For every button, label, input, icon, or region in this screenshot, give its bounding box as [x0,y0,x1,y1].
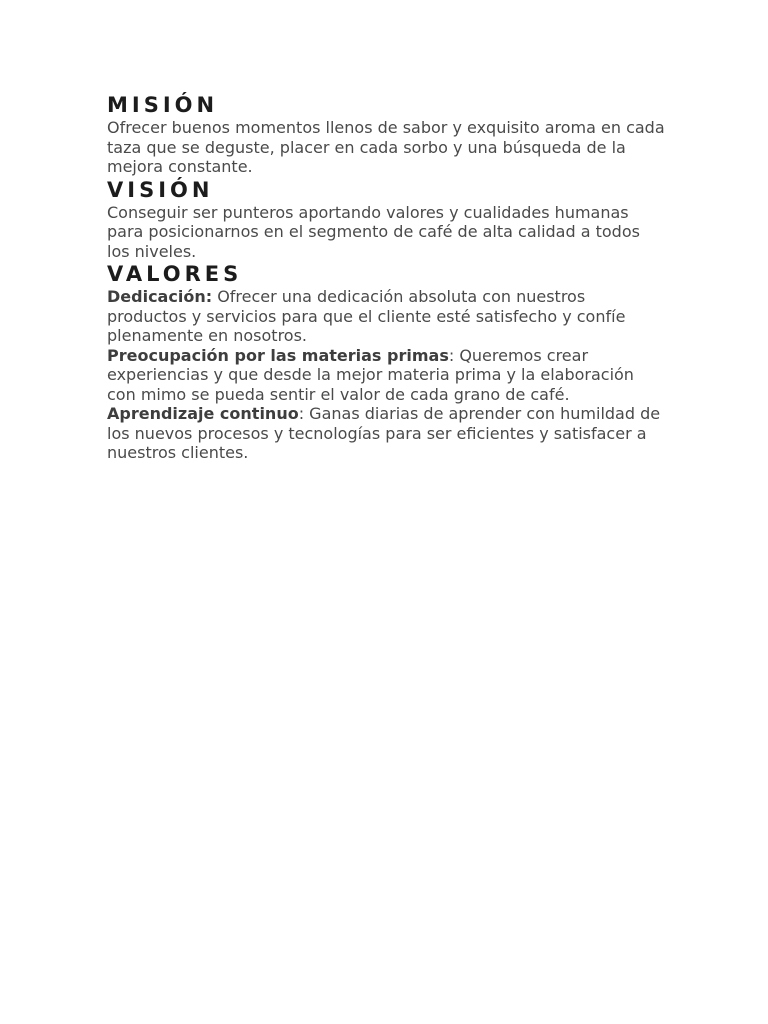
valores-section [107,261,667,463]
mision-section [107,92,667,177]
valor-item-dedicacion [107,287,667,346]
valor-description: : Queremos crear experiencias y que desde la mejor materia prima y la elaboración con mimo se pueda sentir el valor de cada grano de café. [107,345,634,404]
mision-heading: MISIÓN [107,93,219,117]
valor-term: Dedicación: [107,287,213,306]
valor-item-aprendizaje [107,404,667,463]
valor-description: Ofrecer una dedicación absoluta con nuestros productos y servicios para que el cliente esté satisfecho y confíe plenamente en nosotros. [107,287,626,345]
valor-term: Preocupación por las materias primas [107,345,449,365]
valor-description: : Ganas diarias de aprender con humildad de los nuevos procesos y tecnologías para ser eficientes y satisfacer a nuestros clientes. [107,404,661,462]
document-page [107,92,667,463]
valor-item-materias-primas [107,346,667,405]
valores-heading: VALORES [107,262,243,286]
vision-text: Conseguir ser punteros aportando valores y cualidades humanas para posicionarnos en el segmento de café de alta calidad a todos los niveles. [107,202,640,261]
vision-heading: VISIÓN [107,177,214,202]
vision-section [107,177,667,262]
mision-text: Ofrecer buenos momentos llenos de sabor y exquisito aroma en cada taza que se deguste, placer en cada sorbo y una búsqueda de la mejora constante. [107,118,665,176]
valor-term: Aprendizaje continuo [107,404,299,423]
